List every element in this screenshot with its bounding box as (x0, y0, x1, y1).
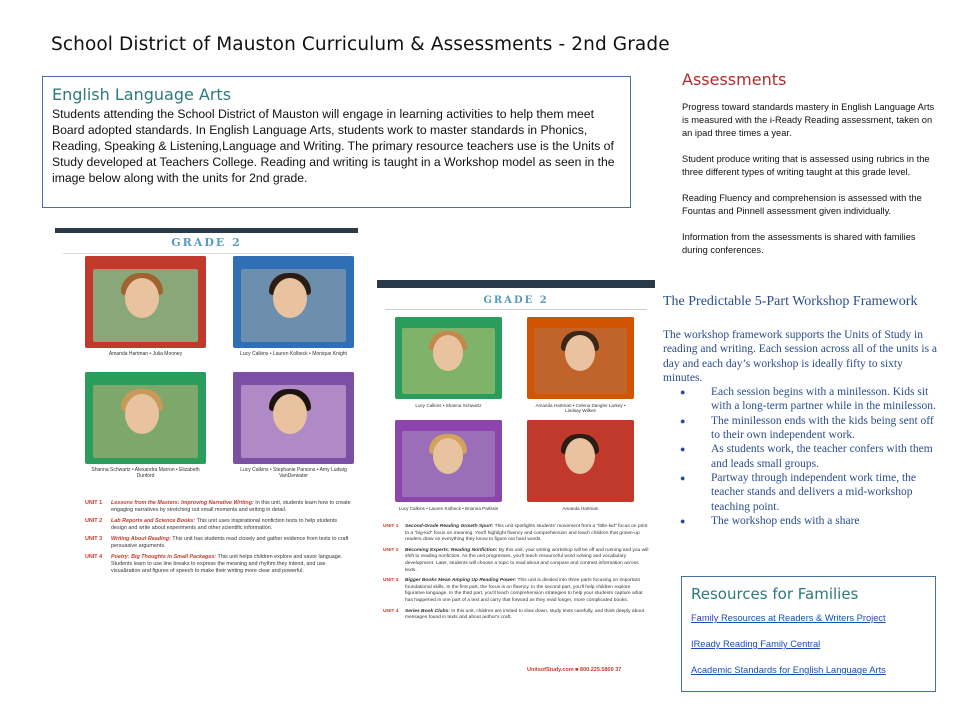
book-cover-image (233, 372, 354, 464)
unit-text: In this unit, students learn how to create engaging narratives by stretching out small moments and writing in detail. (111, 500, 351, 513)
book-cover-image (85, 256, 206, 348)
unit-entry (85, 500, 353, 514)
book-cover-image (395, 317, 502, 399)
page-title: School District of Mauston Curriculum & Assessments - 2nd Grade (51, 34, 670, 55)
unit-title: Poetry: Big Thoughts in Small Packages: (111, 554, 217, 560)
child-face (565, 438, 595, 474)
bullet-icon: ● (680, 444, 686, 455)
brochure-grade-label: GRADE 2 (171, 236, 242, 249)
unit-label: UNIT 2 (383, 547, 399, 553)
workshop-steps-list (663, 385, 943, 528)
bullet-icon: ● (680, 415, 686, 426)
unit-label: UNIT 4 (85, 554, 103, 560)
unit-text: This unit has students read closely and gather evidence from texts to craft persuasive arguments. (111, 536, 349, 549)
book-title-band (395, 420, 502, 431)
divider (385, 309, 647, 310)
book-cover-image (233, 256, 354, 348)
workshop-step (663, 414, 943, 443)
brochure-top-bar (377, 280, 655, 288)
unit-title: Lab Reports and Science Books: (111, 518, 196, 524)
unit-text: This unit is divided into three parts focusing on important foundational skills. In the first part, the focus is on fluency. In the second part, you'll help children explore figurative language. In the third part, you'll teach comprehension strategies to help your students capture what has happened in one part of a text and carry that forward as they read longer, more complicated books. (405, 578, 643, 603)
book-cover-image (85, 372, 206, 464)
bullet-icon: ● (680, 387, 686, 398)
resources-section (681, 576, 936, 692)
bullet-icon: ● (680, 472, 686, 483)
unit-title: Bigger Books Mean Amping Up Reading Power: (405, 578, 517, 584)
unit-label: UNIT 2 (85, 518, 103, 524)
link-iready-family-central[interactable]: IReady Reading Family Central (691, 639, 821, 649)
workshop-heading: The Predictable 5-Part Workshop Framework (663, 294, 918, 309)
assessments-heading: Assessments (682, 70, 787, 89)
unit-label: UNIT 1 (383, 524, 399, 529)
workshop-step (663, 442, 943, 471)
workshop-section (663, 294, 943, 528)
brochure-unit-list (383, 524, 649, 626)
child-face (125, 278, 159, 318)
unit-label: UNIT 1 (85, 500, 103, 506)
unit-description (111, 500, 353, 514)
unit-entry (85, 518, 353, 532)
unit-entry (383, 609, 649, 622)
child-face (433, 335, 463, 371)
unit-description (405, 524, 649, 544)
unit-title: Second-Grade Reading Growth Spurt: (405, 524, 494, 529)
book-authors: Lucy Calkins • Shanna Schwartz (415, 403, 482, 408)
book-cover-image (527, 420, 634, 502)
workshop-step-text: Each session begins with a minilesson. Kids sit with a long-term partner while in the minilesson. (711, 386, 936, 413)
unit-entry (85, 536, 353, 550)
ela-section (42, 76, 631, 208)
child-face (273, 278, 307, 318)
link-family-resources[interactable]: Family Resources at Readers & Writers Project (691, 613, 886, 623)
child-face (565, 335, 595, 371)
unit-text: By this unit, your writing workshop will be off and running and you will shift to reading nonfiction. As the unit progresses, you'll teach resourceful word solving and vocabulary development. Later, students will choose a topic to read about and compare and contrast information across texts. (405, 547, 649, 573)
brochure-grade-label: GRADE 2 (483, 295, 549, 306)
child-face (273, 394, 307, 434)
book-cover-image (527, 317, 634, 399)
unit-title: Lessons from the Masters: Improving Narrative Writing: (111, 500, 254, 506)
book-title-band (85, 256, 206, 269)
workshop-step-text: The minilesson ends with the kids being sent off to their own independent work. (711, 414, 934, 442)
assessment-paragraph: Progress toward standards mastery in English Language Arts is measured with the i-Ready Reading assessment, taken on an ipad three times a year. (682, 102, 935, 138)
book-cover-image (395, 420, 502, 502)
book-title-band (395, 317, 502, 328)
writing-units-brochure-image (55, 228, 358, 616)
unit-label: UNIT 3 (85, 536, 103, 542)
workshop-step-text: The workshop ends with a share (711, 514, 860, 527)
unit-text: In this unit, children are invited to slow down, study texts carefully, and think deeply about messages found in texts and about author's craft. (405, 608, 645, 621)
child-face (125, 394, 159, 434)
assessment-paragraph: Information from the assessments is shared with families during conferences. (682, 232, 916, 255)
bullet-icon: ● (680, 515, 686, 526)
unit-text: This unit spotlights students' movement from a "little-kid" focus on print to a "big-kid" focus on meaning. You'll highlight fluency and comprehension and teach children that grown-up readers draw on everything they know to figure out hard words. (405, 524, 648, 543)
unit-entry (85, 554, 353, 575)
unit-title: Becoming Experts: Reading Nonfiction: (405, 547, 498, 553)
unit-title: Writing About Reading: (111, 536, 171, 542)
workshop-step (663, 514, 943, 528)
divider (63, 253, 350, 254)
unit-description (111, 518, 353, 532)
workshop-step (663, 385, 943, 414)
unit-description (405, 578, 649, 604)
unit-title: Series Book Clubs: (405, 608, 450, 614)
workshop-intro: The workshop framework supports the Units of Study in reading and writing. Each session across all of the units is a day and each day’s workshop is ideally fifty to sixty minutes. (663, 329, 938, 384)
book-title-band (233, 256, 354, 269)
unit-entry (383, 548, 649, 574)
book-authors: Lucy Calkins • Lauren Kolbeck • Brianna Parlitsis (398, 506, 499, 511)
unit-text: This unit uses inspirational nonfiction texts to help students design and write about experiments and other scientific information. (111, 518, 338, 531)
assessment-paragraph: Student produce writing that is assessed using rubrics in the three different types of writing taught at this grade level. (682, 154, 930, 177)
link-academic-standards[interactable]: Academic Standards for English Language Arts (691, 665, 886, 675)
book-authors: Lucy Calkins • Lauren Kolbeck • Monique Knight (240, 351, 347, 357)
workshop-step-text: As students work, the teacher confers with them and leads small groups. (711, 443, 933, 470)
unit-description (405, 609, 649, 622)
assessments-section (682, 70, 942, 270)
unit-description (111, 536, 353, 550)
brochure-top-bar (55, 228, 358, 233)
child-face (433, 438, 463, 474)
book-title-band (233, 372, 354, 385)
book-title-band (527, 420, 634, 431)
unit-entry (383, 578, 649, 604)
unit-entry (383, 524, 649, 544)
reading-units-brochure-image (377, 280, 655, 680)
unit-text: This unit helps children explore and savor language. Students learn to use line breaks to express the meaning and rhythm they intend, and use visualization and figures of speech to make their writing more clear and powerful. (111, 554, 343, 574)
book-authors: Amanda Hartman (562, 506, 599, 511)
book-authors: Amanda Hartman • Julia Mooney (108, 351, 183, 357)
assessment-paragraph: Reading Fluency and comprehension is assessed with the Fountas and Pinnell assessment given individually. (682, 193, 922, 216)
book-authors: Lucy Calkins • Stephanie Parsons • Amy Ludwig VanDerwater (240, 467, 347, 479)
resources-heading: Resources for Families (691, 585, 859, 603)
brochure-footer: UnitsofStudy.com ■ 800.225.5800 37 (527, 667, 622, 673)
book-authors: Shanna Schwartz • Alexandra Marron • Elizabeth Dunford (91, 467, 200, 479)
workshop-step (663, 471, 943, 514)
ela-description: Students attending the School District of Mauston will engage in learning activities to help them meet Board adopted standards. In English Language Arts, students work to master standards in Phonics, Reading, Speaking & Listening,Language and Writing. The primary resource teachers use is the Units of Study developed at Teachers College. Reading and writing is taught in a Workshop model as seen in the image below along with the units for 2nd grade. (52, 107, 615, 185)
unit-label: UNIT 4 (383, 608, 399, 614)
ela-heading: English Language Arts (52, 85, 232, 104)
book-authors: Amanda Hartman • Celena Dangler Larkey • Lindsay Wilkes (535, 403, 626, 413)
unit-description (111, 554, 353, 575)
unit-label: UNIT 3 (383, 578, 399, 584)
unit-description (405, 548, 649, 574)
workshop-step-text: Partway through independent work time, the teacher stands and delivers a mid-workshop teaching point. (711, 471, 917, 513)
book-title-band (85, 372, 206, 385)
brochure-unit-list (85, 500, 353, 579)
book-title-band (527, 317, 634, 328)
